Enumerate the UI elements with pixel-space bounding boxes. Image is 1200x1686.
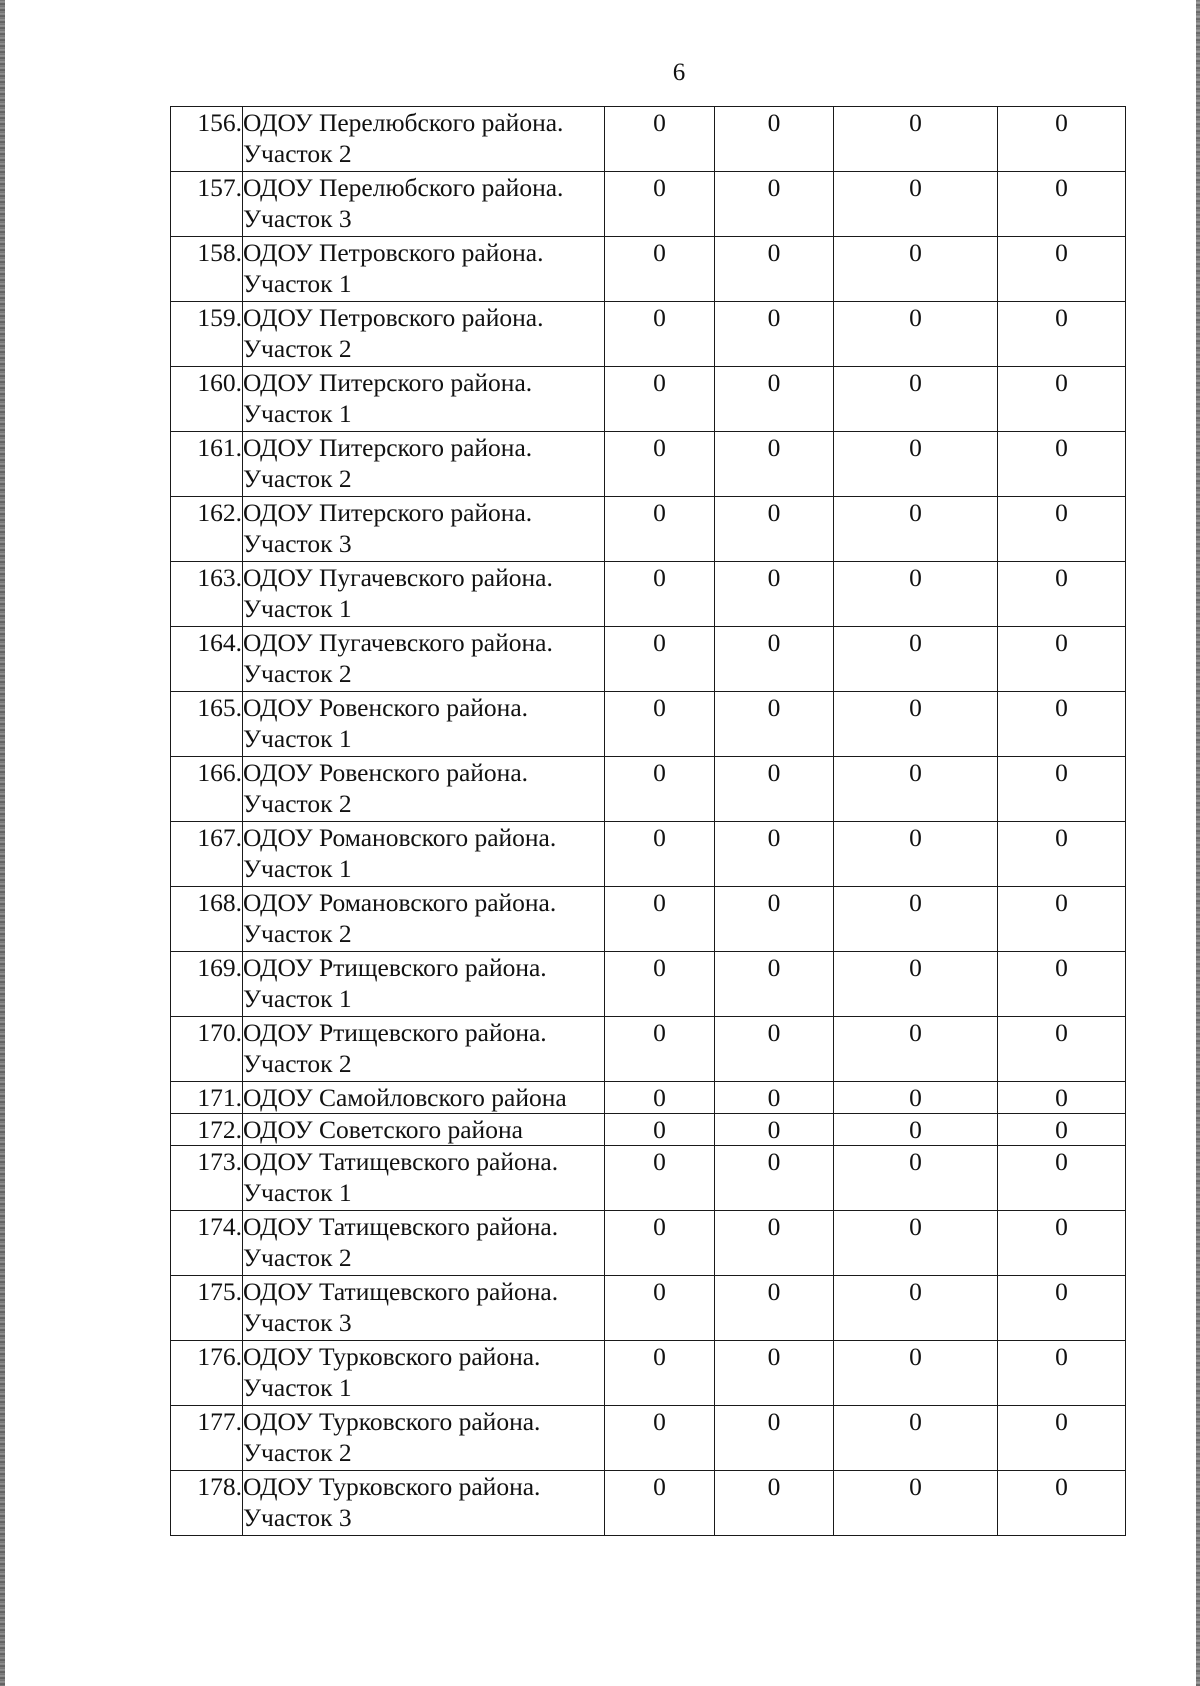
table-row: [171, 432, 1126, 497]
value-cell-2: 0: [715, 107, 834, 172]
row-name-section: Участок 2: [243, 139, 352, 168]
row-name: [243, 497, 605, 562]
value-cell-3: 0: [834, 302, 998, 367]
row-number: 158.: [171, 237, 243, 302]
row-name-title: ОДОУ Пугачевского района.: [243, 628, 553, 657]
row-name: [243, 302, 605, 367]
value-cell-4: 0: [998, 757, 1126, 822]
data-table: [170, 106, 1126, 1536]
table-row: [171, 302, 1126, 367]
value-cell-2: 0: [715, 1406, 834, 1471]
row-name: [243, 1082, 605, 1114]
row-name-title: ОДОУ Романовского района.: [243, 888, 557, 917]
row-name: [243, 952, 605, 1017]
row-name-title: ОДОУ Перелюбского района.: [243, 108, 564, 137]
row-number: 173.: [171, 1146, 243, 1211]
value-cell-2: 0: [715, 887, 834, 952]
table-row: [171, 952, 1126, 1017]
value-cell-2: 0: [715, 627, 834, 692]
value-cell-1: 0: [605, 302, 715, 367]
value-cell-3: 0: [834, 1146, 998, 1211]
value-cell-2: 0: [715, 757, 834, 822]
row-name: [243, 1114, 605, 1146]
value-cell-1: 0: [605, 757, 715, 822]
row-name-section: Участок 2: [243, 919, 352, 948]
row-number: 168.: [171, 887, 243, 952]
value-cell-2: 0: [715, 432, 834, 497]
row-number: 164.: [171, 627, 243, 692]
value-cell-1: 0: [605, 107, 715, 172]
value-cell-2: 0: [715, 562, 834, 627]
table-row: [171, 1082, 1126, 1114]
table-row: [171, 627, 1126, 692]
row-number: 160.: [171, 367, 243, 432]
value-cell-2: 0: [715, 822, 834, 887]
row-name: [243, 887, 605, 952]
value-cell-3: 0: [834, 1082, 998, 1114]
value-cell-4: 0: [998, 1471, 1126, 1536]
table-row: [171, 107, 1126, 172]
value-cell-3: 0: [834, 1341, 998, 1406]
value-cell-4: 0: [998, 822, 1126, 887]
value-cell-2: 0: [715, 952, 834, 1017]
value-cell-2: 0: [715, 1471, 834, 1536]
value-cell-1: 0: [605, 822, 715, 887]
row-number: 171.: [171, 1082, 243, 1114]
row-number: 159.: [171, 302, 243, 367]
row-name-title: ОДОУ Татищевского района.: [243, 1147, 559, 1176]
row-name-title: ОДОУ Турковского района.: [243, 1472, 541, 1501]
scan-edge-left: [0, 0, 5, 1686]
row-number: 166.: [171, 757, 243, 822]
value-cell-1: 0: [605, 952, 715, 1017]
value-cell-4: 0: [998, 1146, 1126, 1211]
row-name-title: ОДОУ Советского района: [243, 1115, 523, 1144]
row-name-section: Участок 1: [243, 594, 352, 623]
scan-edge-right: [1196, 0, 1200, 1686]
value-cell-1: 0: [605, 887, 715, 952]
value-cell-4: 0: [998, 367, 1126, 432]
value-cell-2: 0: [715, 172, 834, 237]
table-row: [171, 237, 1126, 302]
value-cell-1: 0: [605, 367, 715, 432]
value-cell-1: 0: [605, 172, 715, 237]
value-cell-2: 0: [715, 497, 834, 562]
row-name: [243, 1017, 605, 1082]
row-number: 162.: [171, 497, 243, 562]
row-name: [243, 627, 605, 692]
row-name-title: ОДОУ Ровенского района.: [243, 693, 529, 722]
row-name-title: ОДОУ Татищевского района.: [243, 1277, 559, 1306]
table-row: [171, 1471, 1126, 1536]
row-name-title: ОДОУ Петровского района.: [243, 238, 544, 267]
row-name: [243, 822, 605, 887]
value-cell-3: 0: [834, 1211, 998, 1276]
table-row: [171, 497, 1126, 562]
value-cell-3: 0: [834, 1114, 998, 1146]
value-cell-4: 0: [998, 1114, 1126, 1146]
value-cell-4: 0: [998, 887, 1126, 952]
value-cell-3: 0: [834, 562, 998, 627]
value-cell-2: 0: [715, 367, 834, 432]
value-cell-3: 0: [834, 367, 998, 432]
page-number: [0, 58, 1200, 88]
table-row: [171, 1211, 1126, 1276]
table-row: [171, 692, 1126, 757]
row-name: [243, 1146, 605, 1211]
value-cell-1: 0: [605, 1406, 715, 1471]
value-cell-3: 0: [834, 1471, 998, 1536]
value-cell-1: 0: [605, 562, 715, 627]
row-name-section: Участок 1: [243, 399, 352, 428]
value-cell-4: 0: [998, 1341, 1126, 1406]
value-cell-1: 0: [605, 1082, 715, 1114]
row-name-section: Участок 2: [243, 1243, 352, 1272]
value-cell-1: 0: [605, 1146, 715, 1211]
row-name-title: ОДОУ Петровского района.: [243, 303, 544, 332]
value-cell-1: 0: [605, 1017, 715, 1082]
row-number: 167.: [171, 822, 243, 887]
value-cell-3: 0: [834, 497, 998, 562]
row-number: 156.: [171, 107, 243, 172]
row-name-title: ОДОУ Самойловского района: [243, 1083, 567, 1112]
value-cell-1: 0: [605, 1114, 715, 1146]
table-row: [171, 1146, 1126, 1211]
row-name-title: ОДОУ Турковского района.: [243, 1407, 541, 1436]
value-cell-2: 0: [715, 692, 834, 757]
row-name-section: Участок 3: [243, 204, 352, 233]
value-cell-1: 0: [605, 237, 715, 302]
value-cell-1: 0: [605, 1211, 715, 1276]
value-cell-2: 0: [715, 1082, 834, 1114]
row-name-title: ОДОУ Пугачевского района.: [243, 563, 553, 592]
row-name: [243, 1211, 605, 1276]
row-number: 157.: [171, 172, 243, 237]
value-cell-4: 0: [998, 692, 1126, 757]
value-cell-4: 0: [998, 172, 1126, 237]
value-cell-3: 0: [834, 172, 998, 237]
row-number: 178.: [171, 1471, 243, 1536]
row-name: [243, 107, 605, 172]
row-name: [243, 757, 605, 822]
row-name-title: ОДОУ Ртищевского района.: [243, 953, 547, 982]
value-cell-2: 0: [715, 1146, 834, 1211]
row-number: 174.: [171, 1211, 243, 1276]
row-number: 172.: [171, 1114, 243, 1146]
row-name-section: Участок 2: [243, 789, 352, 818]
value-cell-1: 0: [605, 1276, 715, 1341]
value-cell-4: 0: [998, 237, 1126, 302]
row-name-section: Участок 3: [243, 529, 352, 558]
value-cell-4: 0: [998, 1082, 1126, 1114]
row-number: 165.: [171, 692, 243, 757]
row-name-title: ОДОУ Романовского района.: [243, 823, 557, 852]
row-name-section: Участок 2: [243, 334, 352, 363]
row-name-title: ОДОУ Питерского района.: [243, 433, 533, 462]
table-row: [171, 172, 1126, 237]
value-cell-2: 0: [715, 1211, 834, 1276]
row-name-title: ОДОУ Татищевского района.: [243, 1212, 559, 1241]
row-number: 177.: [171, 1406, 243, 1471]
value-cell-1: 0: [605, 692, 715, 757]
value-cell-1: 0: [605, 432, 715, 497]
value-cell-3: 0: [834, 757, 998, 822]
value-cell-4: 0: [998, 302, 1126, 367]
value-cell-2: 0: [715, 237, 834, 302]
row-name-section: Участок 2: [243, 1438, 352, 1467]
value-cell-3: 0: [834, 432, 998, 497]
row-name-section: Участок 2: [243, 1049, 352, 1078]
row-number: 163.: [171, 562, 243, 627]
row-name-section: Участок 1: [243, 269, 352, 298]
value-cell-2: 0: [715, 1276, 834, 1341]
row-name-section: Участок 1: [243, 724, 352, 753]
value-cell-4: 0: [998, 952, 1126, 1017]
value-cell-2: 0: [715, 1114, 834, 1146]
table-row: [171, 1114, 1126, 1146]
row-number: 170.: [171, 1017, 243, 1082]
row-name: [243, 237, 605, 302]
value-cell-4: 0: [998, 432, 1126, 497]
row-name-section: Участок 1: [243, 1373, 352, 1402]
row-name: [243, 432, 605, 497]
row-number: 161.: [171, 432, 243, 497]
value-cell-3: 0: [834, 1017, 998, 1082]
table-row: [171, 1276, 1126, 1341]
value-cell-3: 0: [834, 627, 998, 692]
row-name-section: Участок 1: [243, 1178, 352, 1207]
value-cell-4: 0: [998, 497, 1126, 562]
row-name: [243, 562, 605, 627]
row-name: [243, 692, 605, 757]
row-name-title: ОДОУ Турковского района.: [243, 1342, 541, 1371]
value-cell-3: 0: [834, 692, 998, 757]
row-number: 169.: [171, 952, 243, 1017]
table-row: [171, 1017, 1126, 1082]
row-name-title: ОДОУ Ровенского района.: [243, 758, 529, 787]
value-cell-4: 0: [998, 562, 1126, 627]
value-cell-2: 0: [715, 1341, 834, 1406]
value-cell-2: 0: [715, 302, 834, 367]
value-cell-4: 0: [998, 1211, 1126, 1276]
row-name: [243, 172, 605, 237]
value-cell-1: 0: [605, 1471, 715, 1536]
value-cell-4: 0: [998, 1276, 1126, 1341]
value-cell-3: 0: [834, 887, 998, 952]
table-row: [171, 822, 1126, 887]
row-name-title: ОДОУ Питерского района.: [243, 498, 533, 527]
value-cell-3: 0: [834, 237, 998, 302]
value-cell-3: 0: [834, 822, 998, 887]
value-cell-1: 0: [605, 497, 715, 562]
row-name-section: Участок 2: [243, 464, 352, 493]
row-name-section: Участок 1: [243, 854, 352, 883]
table-row: [171, 757, 1126, 822]
value-cell-3: 0: [834, 1406, 998, 1471]
row-name-title: ОДОУ Ртищевского района.: [243, 1018, 547, 1047]
value-cell-4: 0: [998, 107, 1126, 172]
value-cell-2: 0: [715, 1017, 834, 1082]
row-number: 175.: [171, 1276, 243, 1341]
table-body: [171, 107, 1126, 1536]
page-number-text: 6: [672, 59, 686, 86]
table-row: [171, 1341, 1126, 1406]
table-row: [171, 887, 1126, 952]
table-row: [171, 1406, 1126, 1471]
row-name: [243, 1471, 605, 1536]
row-name: [243, 367, 605, 432]
row-name: [243, 1341, 605, 1406]
row-name-section: Участок 2: [243, 659, 352, 688]
table-row: [171, 562, 1126, 627]
row-name-title: ОДОУ Питерского района.: [243, 368, 533, 397]
row-number: 176.: [171, 1341, 243, 1406]
row-name-section: Участок 3: [243, 1308, 352, 1337]
value-cell-4: 0: [998, 1017, 1126, 1082]
row-name-section: Участок 1: [243, 984, 352, 1013]
row-name: [243, 1276, 605, 1341]
value-cell-3: 0: [834, 1276, 998, 1341]
value-cell-4: 0: [998, 1406, 1126, 1471]
value-cell-3: 0: [834, 952, 998, 1017]
table-row: [171, 367, 1126, 432]
row-name-title: ОДОУ Перелюбского района.: [243, 173, 564, 202]
value-cell-4: 0: [998, 627, 1126, 692]
row-name: [243, 1406, 605, 1471]
value-cell-3: 0: [834, 107, 998, 172]
value-cell-1: 0: [605, 1341, 715, 1406]
value-cell-1: 0: [605, 627, 715, 692]
row-name-section: Участок 3: [243, 1503, 352, 1532]
